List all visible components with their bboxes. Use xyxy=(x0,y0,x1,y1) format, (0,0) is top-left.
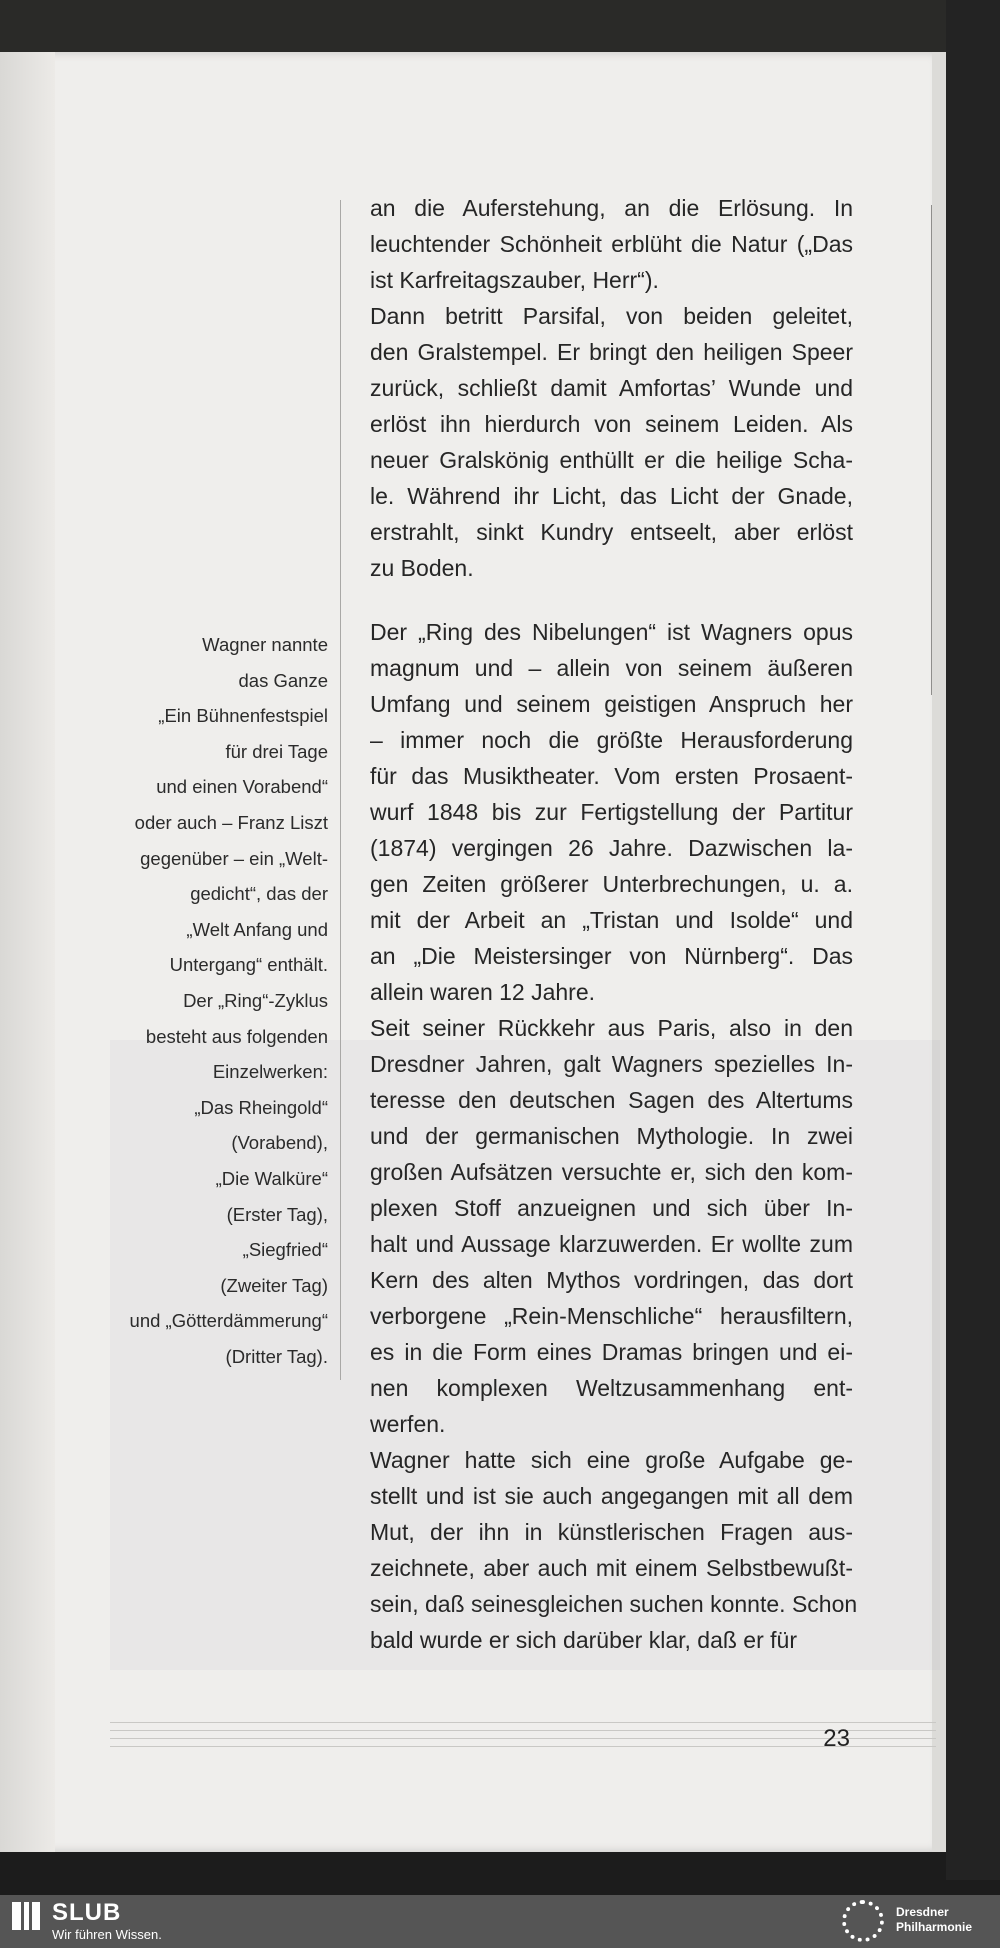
text-line: stellt und ist sie auch angegangen mit all dem xyxy=(370,1483,853,1509)
text-line: halt und Aussage klarzuwerden. Er wollte zum xyxy=(370,1231,853,1257)
text-line: leuchtender Schönheit erblüht die Natur („Das xyxy=(370,231,853,257)
text-line: Kern des alten Mythos vordringen, das dort xyxy=(370,1267,853,1293)
footer-rule xyxy=(110,1722,936,1723)
text-line: Untergang“ enthält. xyxy=(169,954,328,976)
margin-rule xyxy=(931,205,932,695)
text-line: nen komplexen Weltzusammenhang ent- xyxy=(370,1375,853,1401)
text-line: (Zweiter Tag) xyxy=(220,1274,328,1296)
text-line: le. Während ihr Licht, das Licht der Gnade, xyxy=(370,483,853,509)
text-line: (Vorabend), xyxy=(231,1132,328,1154)
text-line: Dann betritt Parsifal, von beiden geleitet, xyxy=(370,303,853,329)
text-line: (Dritter Tag). xyxy=(225,1345,328,1367)
page-number: 23 xyxy=(823,1725,850,1752)
text-line: mit der Arbeit an „Tristan und Isolde“ und xyxy=(370,907,853,933)
text-line: sein, daß seinesgleichen suchen konnte. Schon xyxy=(370,1591,858,1617)
slub-logo-icon[interactable] xyxy=(12,1902,40,1930)
text-line: Der „Ring“-Zyklus xyxy=(183,989,328,1011)
paragraph-ring xyxy=(370,614,858,1658)
text-line: oder auch – Franz Liszt xyxy=(134,811,328,833)
text-line: und der germanischen Mythologie. In zwei xyxy=(370,1123,853,1149)
text-line: Wagner nannte xyxy=(202,634,328,655)
text-line: zurück, schließt damit Amfortas’ Wunde und xyxy=(370,375,853,401)
text-line: allein waren 12 Jahre. xyxy=(370,979,596,1005)
text-line: zeichnete, aber auch mit einem Selbstbewußt- xyxy=(370,1555,853,1581)
text-line: an die Auferstehung, an die Erlösung. In xyxy=(370,195,853,221)
text-line: „Welt Anfang und xyxy=(186,918,328,940)
main-text xyxy=(370,190,858,1658)
text-line: an „Die Meistersinger von Nürnberg“. Das xyxy=(370,943,853,969)
text-line: magnum und – allein von seinem äußeren xyxy=(370,655,853,681)
text-line: – immer noch die größte Herausforderung xyxy=(370,727,853,753)
text-line: erlöst ihn hierdurch von seinem Leiden. Als xyxy=(370,411,853,437)
text-line: Umfang und seinem geistigen Anspruch her xyxy=(370,691,853,717)
text-line: Mut, der ihn in künstlerischen Fragen aus- xyxy=(370,1519,853,1545)
text-line: teresse den deutschen Sagen des Altertums xyxy=(370,1087,853,1113)
page-gutter-shade xyxy=(0,52,55,1852)
text-line: großen Aufsätzen versuchte er, sich den kom- xyxy=(370,1159,853,1185)
text-line: Der „Ring des Nibelungen“ ist Wagners opus xyxy=(370,619,853,645)
text-line: und „Götterdämmerung“ xyxy=(129,1310,328,1332)
viewer-footer-bar xyxy=(0,1895,1000,1948)
text-line: gen Zeiten größerer Unterbrechungen, u. a. xyxy=(370,871,853,897)
text-line: verborgene „Rein-Menschliche“ herausfiltern, xyxy=(370,1303,853,1329)
text-line: plexen Stoff anzueignen und sich über In- xyxy=(370,1195,853,1221)
text-line: ist Karfreitagszauber, Herr“). xyxy=(370,267,659,293)
text-line: werfen. xyxy=(370,1411,446,1437)
text-line: und einen Vorabend“ xyxy=(156,776,328,798)
library-slogan: Wir führen Wissen. xyxy=(52,1927,162,1942)
sidenote xyxy=(60,627,328,1374)
text-line: „Siegfried“ xyxy=(242,1239,328,1261)
paragraph-parsifal xyxy=(370,190,853,586)
text-line: besteht aus folgenden xyxy=(145,1025,328,1047)
text-line: „Ein Bühnenfestspiel xyxy=(158,705,328,727)
text-line: den Gralstempel. Er bringt den heiligen Speer xyxy=(370,339,853,365)
text-line: zu Boden. xyxy=(370,555,474,581)
text-line: „Das Rheingold“ xyxy=(194,1096,328,1118)
text-line: bald wurde er sich darüber klar, daß er für xyxy=(370,1627,797,1653)
text-line: erstrahlt, sinkt Kundry entseelt, aber erlöst xyxy=(370,519,853,545)
text-line: (1874) vergingen 26 Jahre. Dazwischen la- xyxy=(370,835,853,861)
library-name[interactable]: SLUB xyxy=(52,1899,122,1926)
partner-name[interactable]: Dresdner Philharmonie xyxy=(896,1905,973,1934)
text-line: das Ganze xyxy=(238,669,328,691)
text-line: (Erster Tag), xyxy=(226,1203,328,1225)
text-line: Einzelwerken: xyxy=(212,1061,328,1083)
text-line: gegenüber – ein „Welt- xyxy=(140,847,328,869)
text-line: gedicht“, das der xyxy=(190,883,328,905)
text-line: wurf 1848 bis zur Fertigstellung der Partitur xyxy=(370,799,853,825)
text-line: neuer Gralskönig enthüllt er die heilige Scha- xyxy=(370,447,853,473)
text-line: „Die Walküre“ xyxy=(215,1167,328,1189)
text-line: Dresdner Jahren, galt Wagners spezielles In- xyxy=(370,1051,853,1077)
text-line: für drei Tage xyxy=(225,740,328,762)
scan-background-top xyxy=(0,0,1000,60)
text-line: für das Musiktheater. Vom ersten Prosaent- xyxy=(370,763,853,789)
text-line: Seit seiner Rückkehr aus Paris, also in den xyxy=(370,1015,853,1041)
scan-background-right xyxy=(946,0,1000,1880)
sidenote-divider xyxy=(340,200,341,1380)
text-line: Wagner hatte sich eine große Aufgabe ge- xyxy=(370,1447,853,1473)
philharmonie-logo-icon[interactable] xyxy=(842,1900,884,1942)
text-line: es in die Form eines Dramas bringen und ei- xyxy=(370,1339,853,1365)
